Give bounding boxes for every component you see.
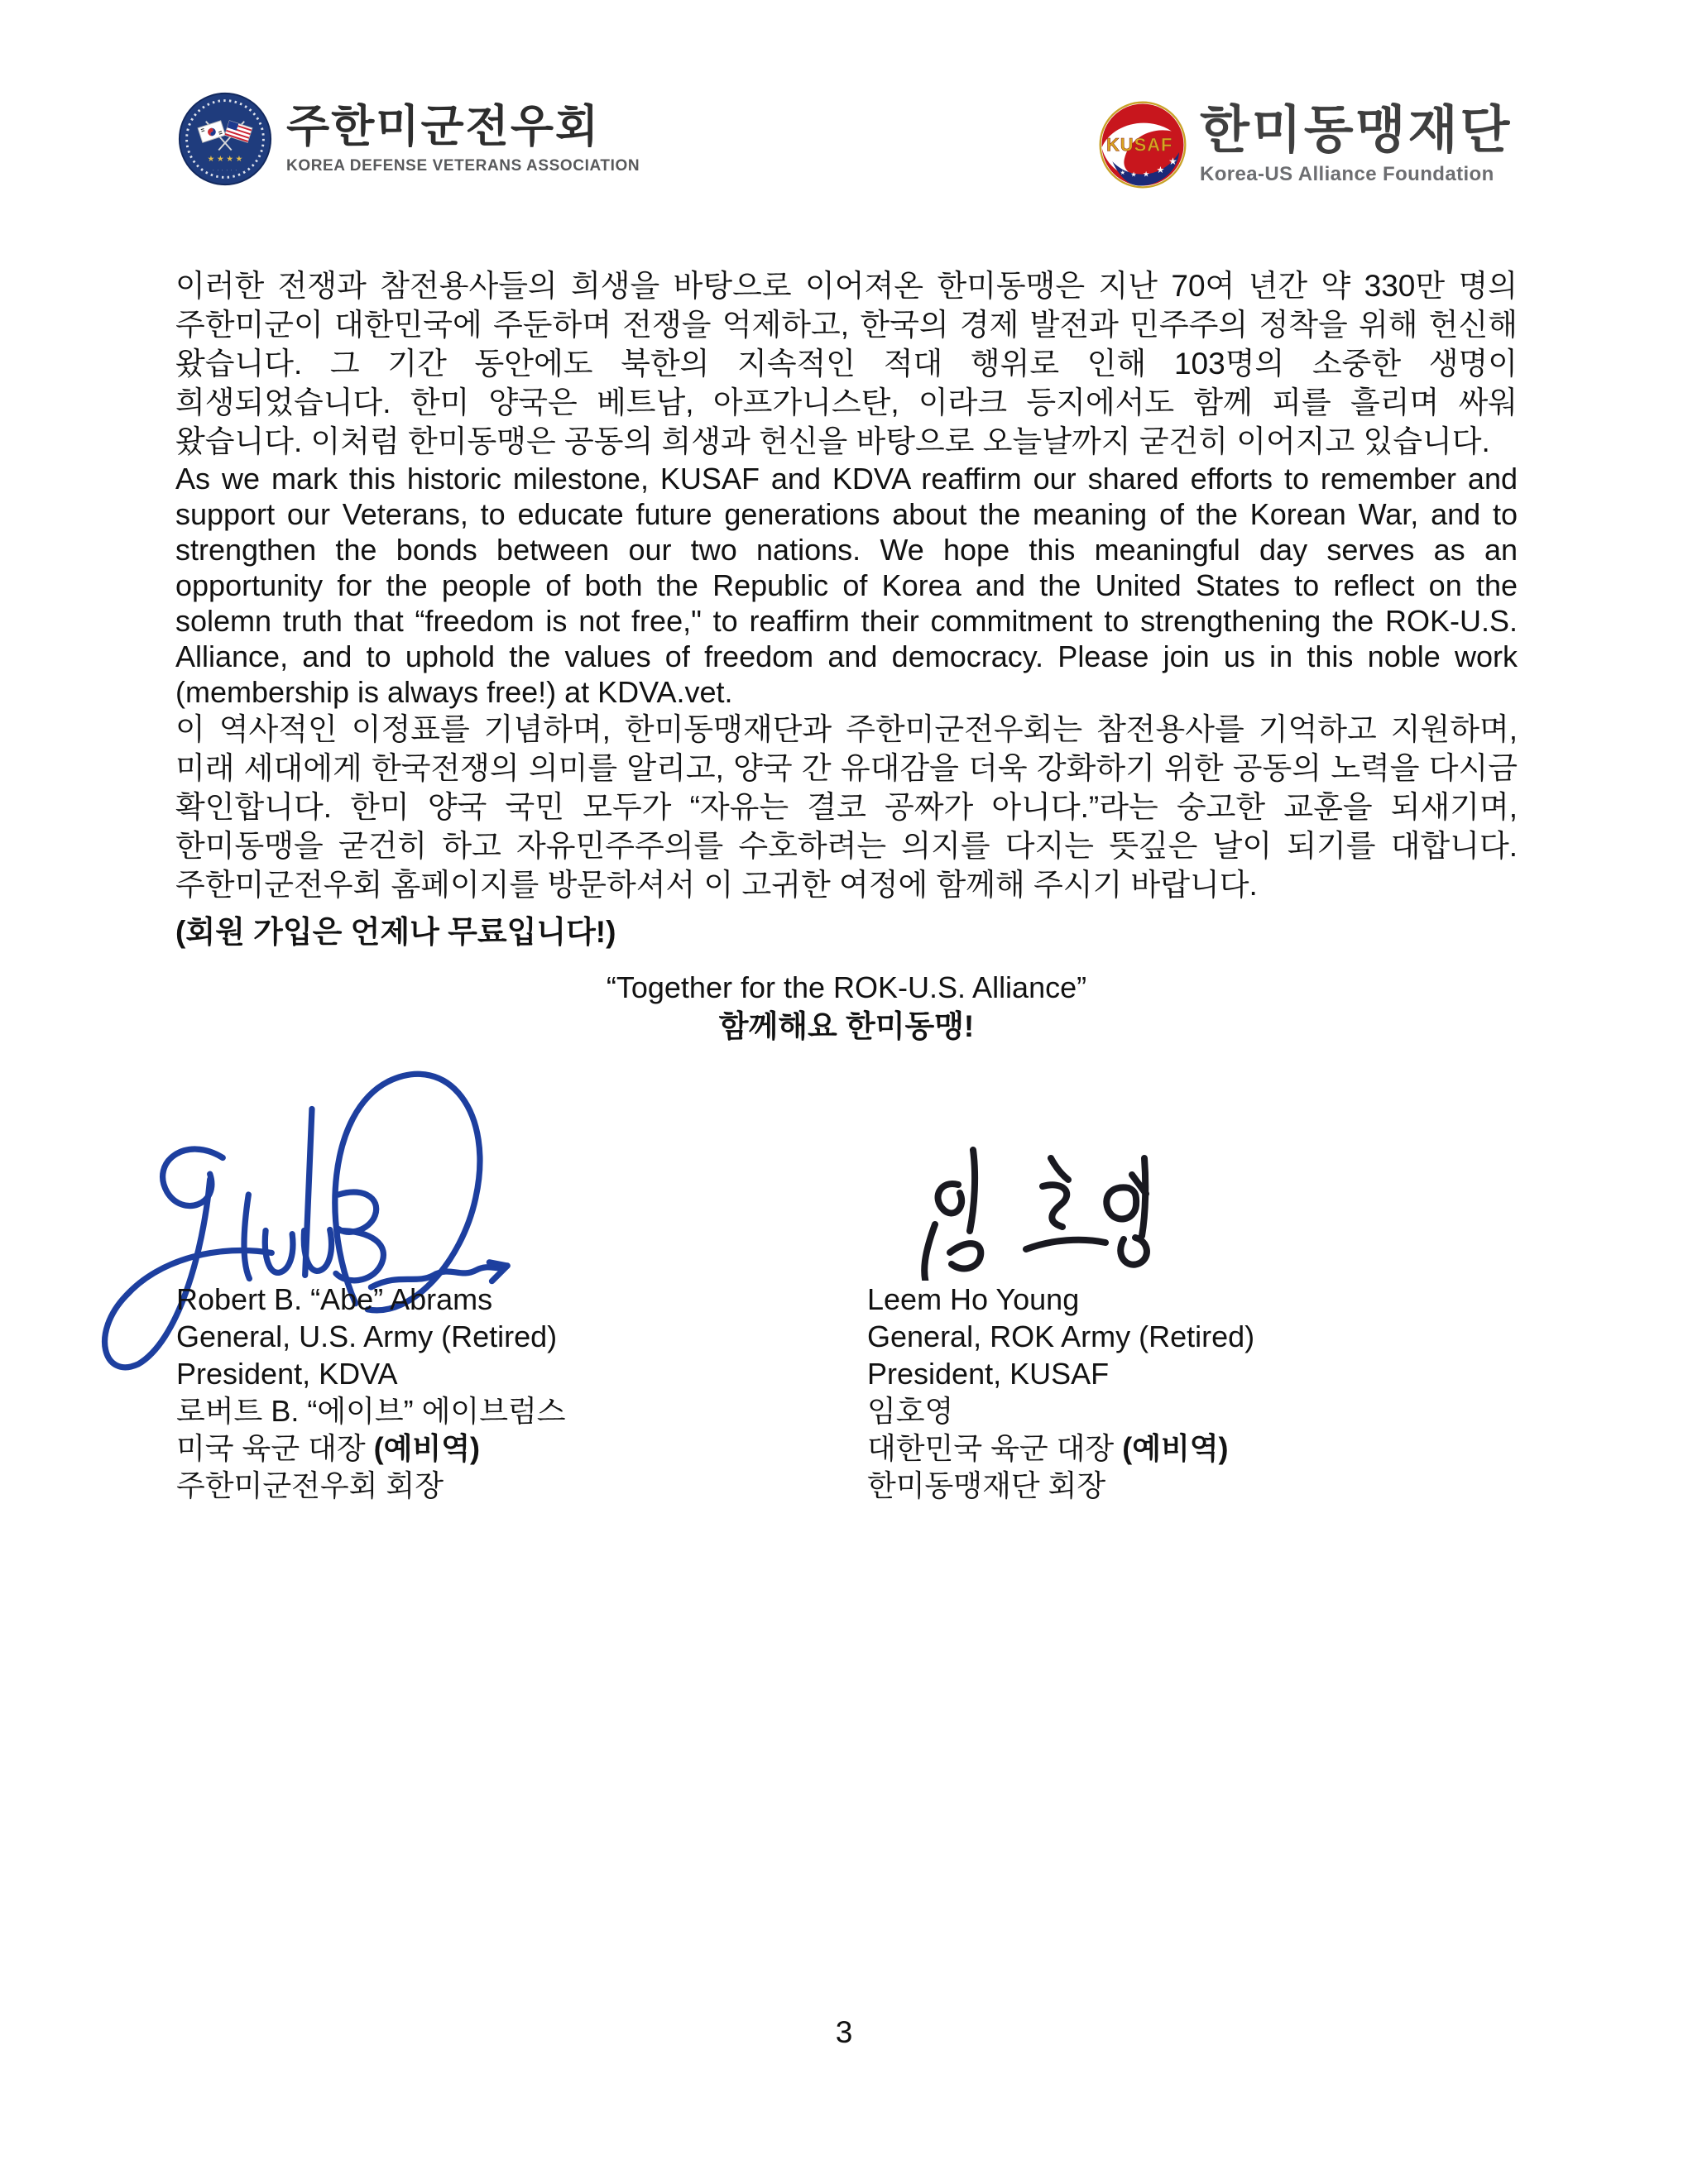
- slogan-korean: 함께해요 한미동맹!: [718, 1009, 975, 1043]
- kdva-logo-text: [286, 103, 640, 175]
- english-paragraph: As we mark this historic milestone, KUSAF and KDVA reaffirm our shared efforts to remember and support our Veterans, to educate future generations about the meaning of the Korean War, and to strengthen the bonds between our two nations. We hope this meaningful day serves as an opportunity for the people of both the Republic of Korea and the United States to reflect on the solemn truth that “freedom is not free," to reaffirm their commitment to strengthening the ROK-U.S. Alliance, and to uphold the values of freedom and democracy. Please join us in this noble work (membership is always free!) at KDVA.vet.: [175, 462, 1518, 709]
- page-number: 3: [835, 2015, 853, 2049]
- kdva-logo: [177, 91, 640, 187]
- svg-text:★: ★: [1143, 170, 1150, 179]
- kdva-seal-icon: [177, 91, 273, 187]
- signer-role: President, KDVA: [176, 1357, 398, 1391]
- signer-role: President, KUSAF: [867, 1357, 1110, 1391]
- signer-title: General, U.S. Army (Retired): [176, 1320, 558, 1353]
- signer-korean-title: 미국 육군 대장 (예비역): [176, 1431, 480, 1465]
- kusaf-english-name: Korea-US Alliance Foundation: [1200, 163, 1494, 185]
- svg-text:★: ★: [1168, 155, 1177, 167]
- kdva-english-name: KOREA DEFENSE VETERANS ASSOCIATION: [286, 157, 640, 175]
- leem-signature: [887, 1115, 1185, 1281]
- kusaf-seal-icon: [1097, 99, 1188, 190]
- signer-title: General, ROK Army (Retired): [867, 1320, 1255, 1353]
- membership-free-line: (회원 가입은 언제나 무료입니다!): [175, 915, 616, 949]
- signature-block-kdva: [176, 1281, 566, 1504]
- signer-name: Leem Ho Young: [867, 1282, 1080, 1316]
- signer-korean-role: 주한미군전우회 회장: [176, 1468, 444, 1502]
- svg-text:★: ★: [1156, 165, 1165, 175]
- korean-paragraph-2: 이 역사적인 이정표를 기념하며, 한미동맹재단과 주한미군전우회는 참전용사를 기억하고 지원하며, 미래 세대에게 한국전쟁의 의미를 알리고, 양국 간 유대감을 더욱 강화하기 위한 공동의 노력을 다시금 확인합니다. 한미 양국 국민 모두가 “자유는 결코 공짜가 아니다.”라는 숭고한 교훈을 되새기며, 한미동맹을 굳건히 하고 자유민주주의를 수호하려는 의지를 다지는 뜻깊은 날이 되기를 대합니다. 주한미군전우회 홈페이지를 방문하셔서 이 고귀한 여정에 함께해 주시기 바랍니다.: [175, 712, 1518, 902]
- svg-text:★: ★: [1120, 168, 1126, 176]
- signer-korean-role: 한미동맹재단 회장: [867, 1468, 1106, 1502]
- kusaf-korean-name: 한미동맹재단: [1200, 102, 1513, 159]
- kusaf-logo-text: [1200, 103, 1512, 186]
- letter-body: [175, 266, 1518, 1046]
- signer-korean-name: 임호영: [867, 1394, 954, 1428]
- svg-text:★: ★: [1130, 170, 1137, 179]
- signer-name: Robert B. “Abe” Abrams: [176, 1282, 493, 1316]
- kdva-seal-stars: ★ ★ ★ ★: [207, 155, 243, 165]
- slogan-english: “Together for the ROK-U.S. Alliance”: [606, 970, 1087, 1004]
- kdva-korean-name: 주한미군전우회: [286, 102, 601, 151]
- korean-paragraph-1: 이러한 전쟁과 참전용사들의 희생을 바탕으로 이어져온 한미동맹은 지난 70여 년간 약 330만 명의 주한미군이 대한민국에 주둔하며 전쟁을 억제하고, 한국의 경제 발전과 민주주의 정착을 위해 헌신해 왔습니다. 그 기간 동안에도 북한의 지속적인 적대 행위로 인해 103명의 소중한 생명이 희생되었습니다. 한미 양국은 베트남, 아프가니스탄, 이라크 등지에서도 함께 피를 흘리며 싸워 왔습니다. 이처럼 한미동맹은 공동의 희생과 헌신을 바탕으로 오늘날까지 굳건히 이어지고 있습니다.: [175, 269, 1518, 458]
- kdva-seal-ring-text: · · · · · ·: [212, 168, 238, 174]
- signature-block-kusaf: [867, 1281, 1254, 1504]
- kusaf-seal-text: KUSAF: [1106, 134, 1173, 156]
- signer-korean-name: 로버트 B. “에이브” 에이브럼스: [176, 1394, 566, 1428]
- kusaf-logo: [1097, 99, 1512, 190]
- signer-korean-title: 대한민국 육군 대장 (예비역): [867, 1431, 1229, 1465]
